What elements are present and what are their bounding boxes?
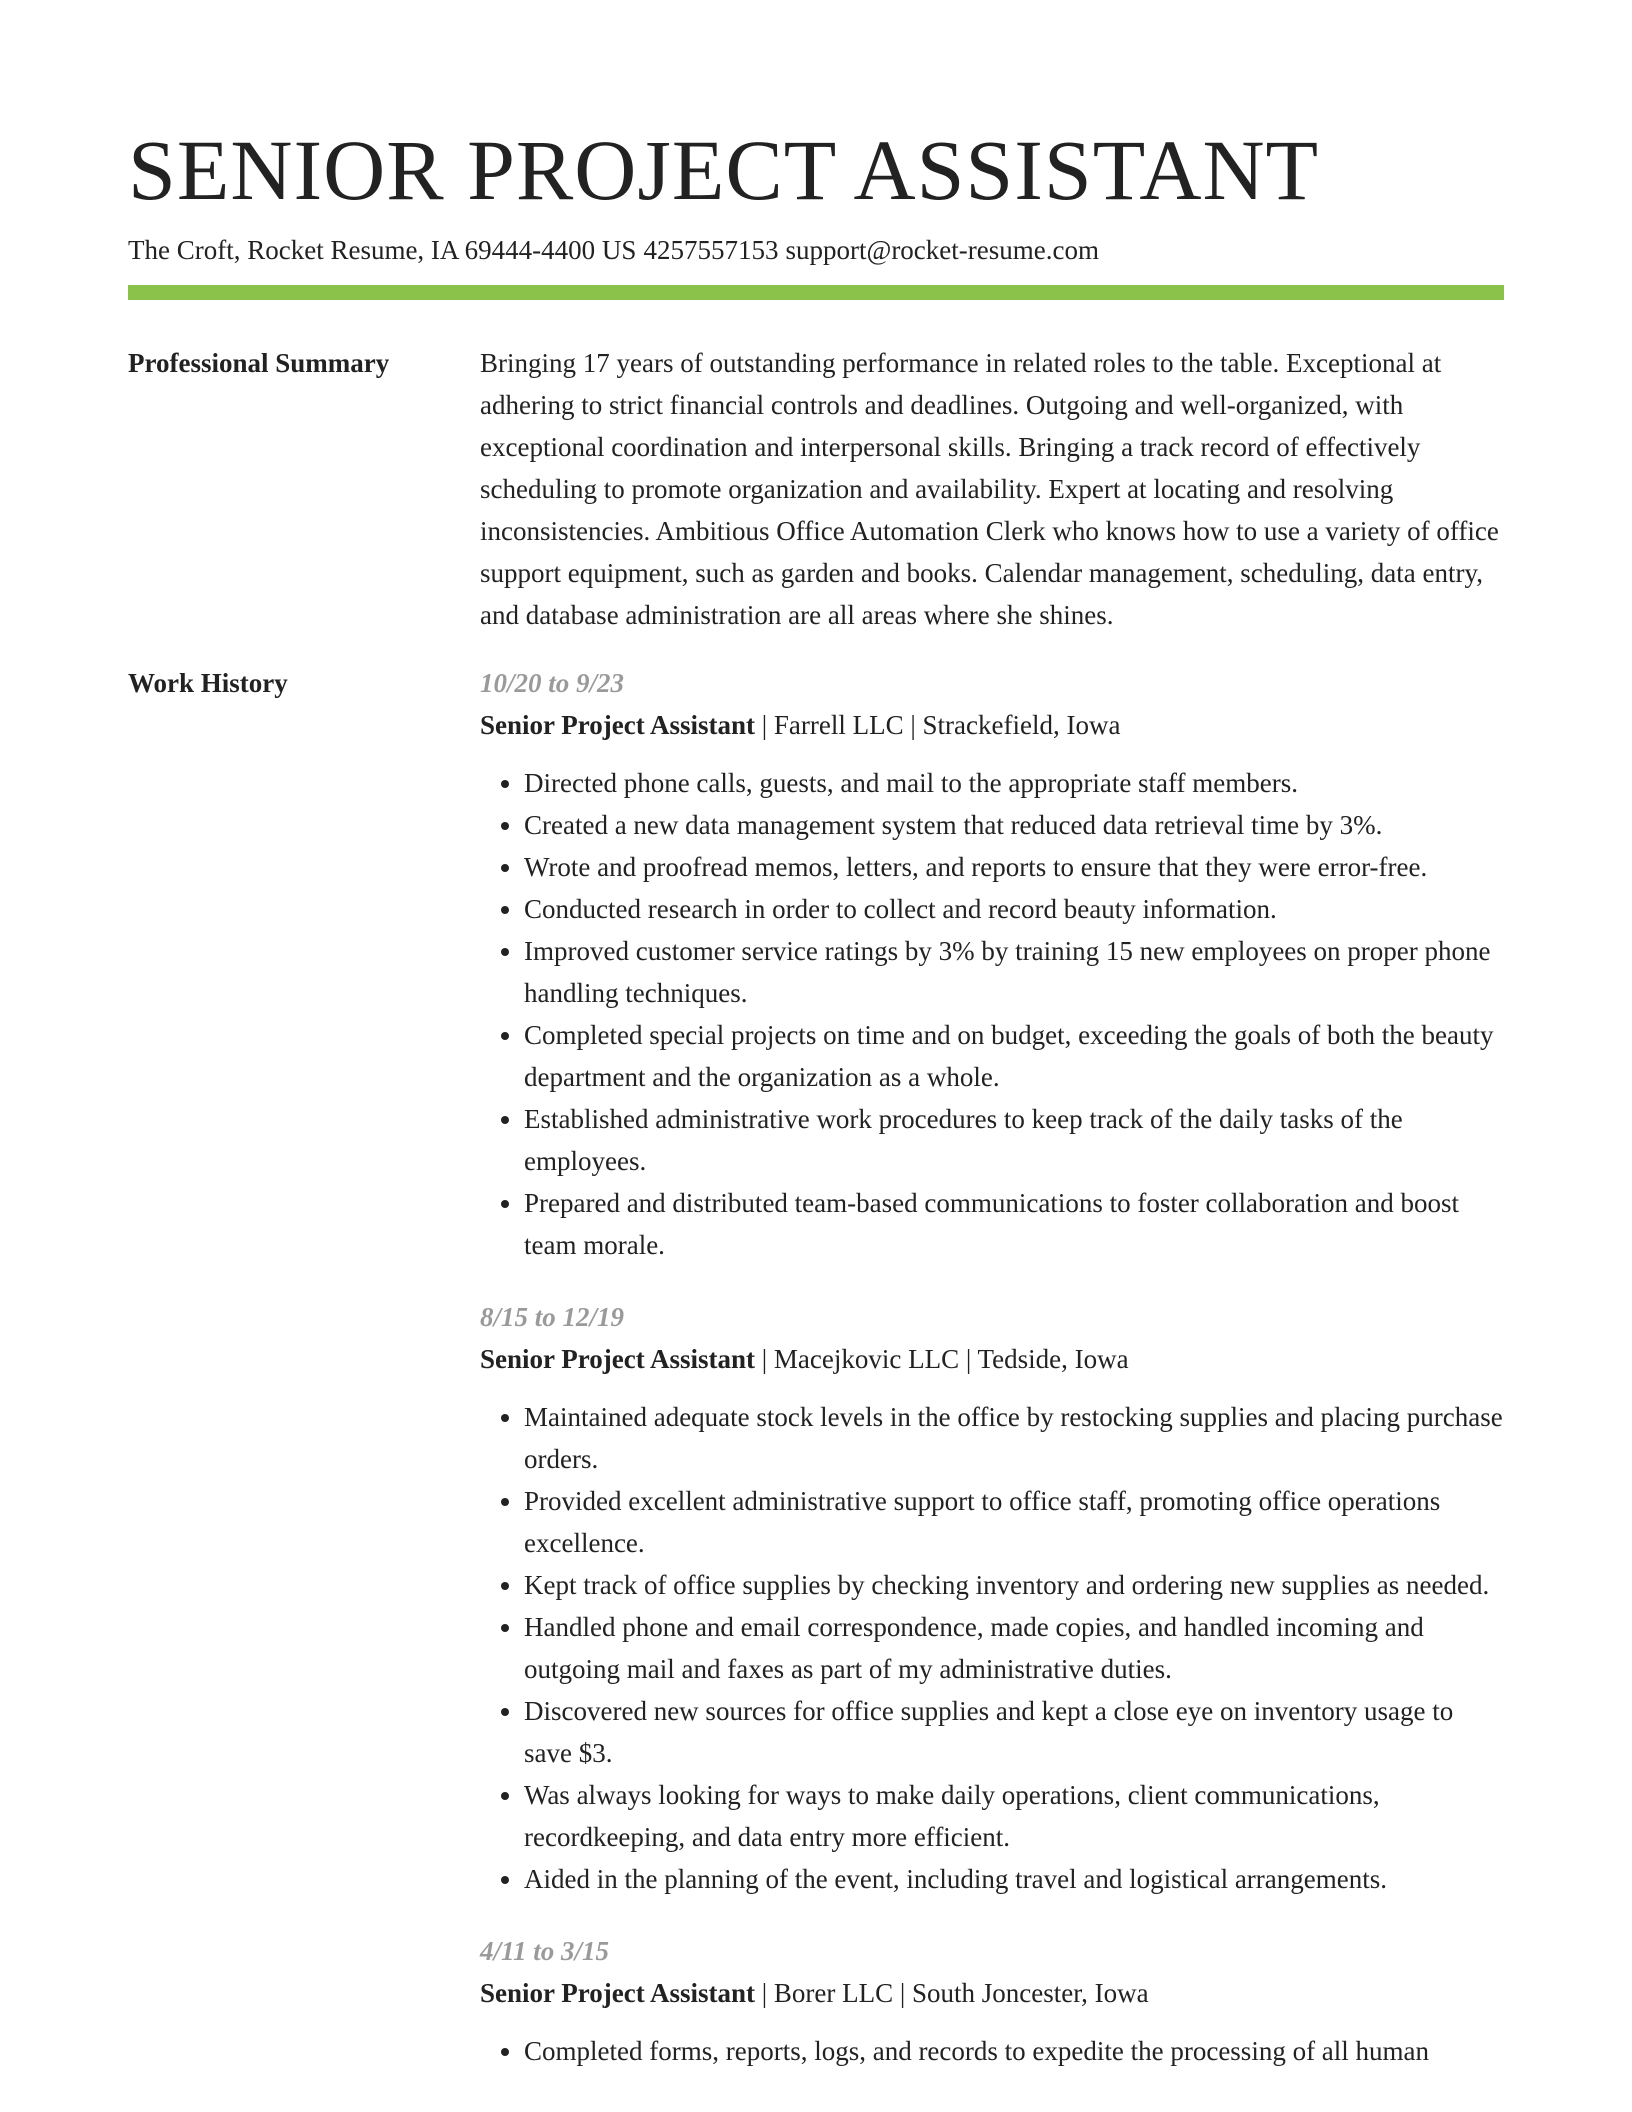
job-bullet: • Was always looking for ways to make daily operations, client communications, recordkeeping, and data entry more efficient. xyxy=(524,1774,1504,1858)
job-bullet: • Improved customer service ratings by 3% by training 15 new employees on proper phone handling techniques. xyxy=(524,930,1504,1014)
job-heading xyxy=(480,704,1504,746)
job-bullet: • Conducted research in order to collect and record beauty information. xyxy=(524,888,1504,930)
job-bullet: • Discovered new sources for office supplies and kept a close eye on inventory usage to save $3. xyxy=(524,1690,1504,1774)
work-history-list xyxy=(480,662,1504,2072)
work-history-section xyxy=(128,662,1504,2072)
job-title: Senior Project Assistant xyxy=(480,1344,755,1374)
job-bullet: • Kept track of office supplies by checking inventory and ordering new supplies as needed. xyxy=(524,1564,1504,1606)
resume-page xyxy=(128,120,1504,2072)
job-entry xyxy=(480,1296,1504,1900)
job-bullets xyxy=(480,1396,1504,1900)
job-bullet: • Established administrative work procedures to keep track of the daily tasks of the employees. xyxy=(524,1098,1504,1182)
job-company: Macejkovic LLC xyxy=(773,1344,960,1374)
job-company: Borer LLC xyxy=(773,1978,894,2008)
job-title: Senior Project Assistant xyxy=(480,1978,755,2008)
job-location: South Joncester, Iowa xyxy=(912,1978,1149,2008)
job-bullet: • Provided excellent administrative support to office staff, promoting office operations excellence. xyxy=(524,1480,1504,1564)
summary-text: Bringing 17 years of outstanding performance in related roles to the table. Exceptional at adhering to strict financial controls and deadlines. Outgoing and well-organized, with exceptional coordination and interpersonal skills. Bringing a track record of effectively scheduling to promote organization and availability. Expert at locating and resolving inconsistencies. Ambitious Office Automation Clerk who knows how to use a variety of office support equipment, such as garden and books. Calendar management, scheduling, data entry, and database administration are all areas where she shines. xyxy=(480,348,1499,630)
job-bullet: • Prepared and distributed team-based communications to foster collaboration and boost team morale. xyxy=(524,1182,1504,1266)
job-entry xyxy=(480,1930,1504,2072)
job-dates: 10/20 to 9/23 xyxy=(480,668,625,698)
summary-heading: Professional Summary xyxy=(128,348,390,378)
contact-email: support@rocket-resume.com xyxy=(785,235,1099,265)
job-bullet: • Completed forms, reports, logs, and records to expedite the processing of all human xyxy=(524,2030,1504,2072)
job-bullet: • Completed special projects on time and on budget, exceeding the goals of both the beauty department and the organization as a whole. xyxy=(524,1014,1504,1098)
job-dates: 8/15 to 12/19 xyxy=(480,1302,625,1332)
job-location: Strackefield, Iowa xyxy=(922,710,1121,740)
job-separator: | xyxy=(754,1344,774,1374)
job-company: Farrell LLC xyxy=(773,710,904,740)
work-history-heading: Work History xyxy=(128,668,288,698)
job-bullet: • Directed phone calls, guests, and mail to the appropriate staff members. xyxy=(524,762,1504,804)
job-separator: | xyxy=(754,710,774,740)
job-separator: | xyxy=(959,1344,978,1374)
job-heading xyxy=(480,1972,1504,2014)
job-bullet: • Handled phone and email correspondence, made copies, and handled incoming and outgoing mail and faxes as part of my administrative duties. xyxy=(524,1606,1504,1690)
header-divider xyxy=(128,285,1504,300)
job-bullet: • Created a new data management system that reduced data retrieval time by 3%. xyxy=(524,804,1504,846)
contact-line xyxy=(128,232,1504,268)
job-separator: | xyxy=(903,710,923,740)
job-location: Tedside, Iowa xyxy=(977,1344,1129,1374)
contact-address: The Croft, Rocket Resume, IA 69444-4400 US xyxy=(128,235,637,265)
job-heading xyxy=(480,1338,1504,1380)
contact-phone: 4257557153 xyxy=(643,235,779,265)
job-bullet: • Aided in the planning of the event, including travel and logistical arrangements. xyxy=(524,1858,1504,1900)
job-entry xyxy=(480,662,1504,1266)
job-title: Senior Project Assistant xyxy=(480,710,755,740)
job-bullet: • Wrote and proofread memos, letters, and reports to ensure that they were error-free. xyxy=(524,846,1504,888)
job-bullets xyxy=(480,762,1504,1266)
job-bullet: • Maintained adequate stock levels in the office by restocking supplies and placing purchase orders. xyxy=(524,1396,1504,1480)
resume-name: SENIOR PROJECT ASSISTANT xyxy=(128,122,1320,218)
summary-section xyxy=(128,342,1504,636)
job-bullets xyxy=(480,2030,1504,2072)
job-dates: 4/11 to 3/15 xyxy=(480,1936,610,1966)
job-separator: | xyxy=(754,1978,774,2008)
job-separator: | xyxy=(893,1978,913,2008)
